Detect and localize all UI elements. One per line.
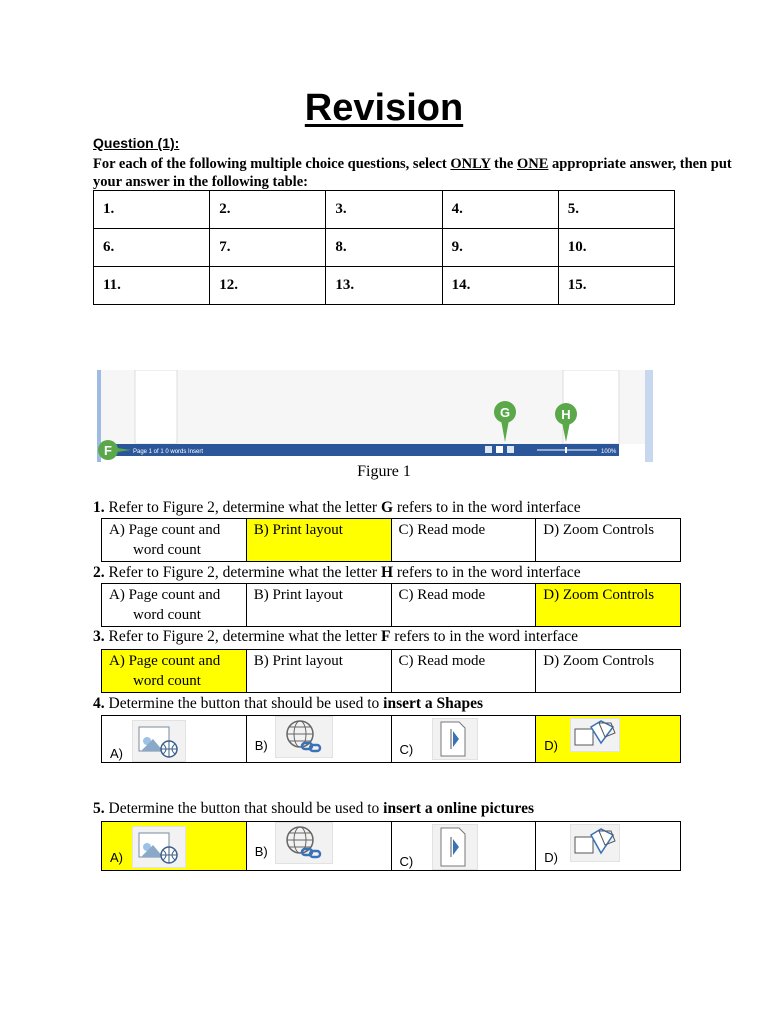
option-label: A) xyxy=(110,746,123,761)
answer-cell[interactable]: 2. xyxy=(210,191,326,229)
online-pictures-icon xyxy=(132,826,186,868)
answer-cell[interactable]: 15. xyxy=(558,267,674,305)
option-c[interactable]: C) Read mode xyxy=(391,519,536,562)
option-d[interactable]: D) Zoom Controls xyxy=(536,650,681,693)
print-layout-icon[interactable] xyxy=(496,446,503,453)
shapes-icon xyxy=(570,718,620,752)
answer-cell[interactable]: 6. xyxy=(94,229,210,267)
right-edge xyxy=(645,370,653,462)
answer-table xyxy=(93,190,675,305)
answer-cell[interactable]: 9. xyxy=(442,229,558,267)
status-bar-text: Page 1 of 1 0 words Insert xyxy=(133,449,204,455)
option-d[interactable]: D) Zoom Controls xyxy=(536,519,681,562)
option-b[interactable] xyxy=(246,716,391,763)
question-5-options xyxy=(101,821,681,871)
read-mode-icon[interactable] xyxy=(485,446,492,453)
question-2-options xyxy=(101,583,681,627)
option-c[interactable] xyxy=(391,822,536,871)
table-row xyxy=(94,267,675,305)
option-d[interactable] xyxy=(536,822,681,871)
answer-cell[interactable]: 3. xyxy=(326,191,442,229)
zoom-thumb[interactable] xyxy=(565,447,567,453)
marker-g-label: G xyxy=(499,405,511,420)
question-1-options xyxy=(101,518,681,562)
option-b[interactable]: B) Print layout xyxy=(246,650,391,693)
question-2: 2. Refer to Figure 2, determine what the letter H refers to in the word interface xyxy=(93,564,581,581)
question-4-options xyxy=(101,715,681,763)
option-label: B) xyxy=(254,844,268,859)
option-c[interactable]: C) Read mode xyxy=(391,584,536,627)
marker-h-label: H xyxy=(561,407,571,422)
answer-cell[interactable]: 7. xyxy=(210,229,326,267)
statusbar-illustration xyxy=(97,370,653,462)
option-a[interactable]: A) Page count and word count xyxy=(102,519,247,562)
hyperlink-icon xyxy=(275,822,333,864)
shapes-icon xyxy=(570,824,620,862)
option-b[interactable]: B) Print layout xyxy=(246,584,391,627)
question-heading: Question (1): xyxy=(93,135,180,151)
figure-caption: Figure 1 xyxy=(357,463,411,480)
option-d[interactable] xyxy=(536,716,681,763)
hyperlink-icon xyxy=(275,716,333,758)
question-1: 1. Refer to Figure 2, determine what the letter G refers to in the word interface xyxy=(93,499,581,516)
option-a[interactable] xyxy=(102,822,247,871)
option-label: C) xyxy=(399,742,414,757)
answer-cell[interactable]: 13. xyxy=(326,267,442,305)
question-3-options xyxy=(101,649,681,693)
option-a[interactable]: A) Page count and word count xyxy=(102,584,247,627)
page-title: Revision xyxy=(304,87,464,129)
option-label: D) xyxy=(544,738,558,753)
option-a[interactable] xyxy=(102,716,247,763)
option-a[interactable]: A) Page count and word count xyxy=(102,650,247,693)
option-label: C) xyxy=(399,854,414,869)
figure-word-statusbar xyxy=(97,370,653,462)
zoom-level: 100% xyxy=(601,449,617,455)
bookmark-icon xyxy=(432,718,478,760)
option-label: B) xyxy=(254,738,268,753)
table-row xyxy=(94,229,675,267)
answer-cell[interactable]: 5. xyxy=(558,191,674,229)
option-d[interactable]: D) Zoom Controls xyxy=(536,584,681,627)
bookmark-icon xyxy=(432,824,478,870)
answer-cell[interactable]: 8. xyxy=(326,229,442,267)
answer-cell[interactable]: 14. xyxy=(442,267,558,305)
option-label: D) xyxy=(544,850,558,865)
option-c[interactable] xyxy=(391,716,536,763)
option-b[interactable]: B) Print layout xyxy=(246,519,391,562)
marker-f-label: F xyxy=(104,443,112,458)
question-3: 3. Refer to Figure 2, determine what the letter F refers to in the word interface xyxy=(93,628,579,645)
option-c[interactable]: C) Read mode xyxy=(391,650,536,693)
online-pictures-icon xyxy=(132,720,186,762)
question-4: 4. Determine the button that should be used to insert a Shapes xyxy=(93,695,484,712)
answer-cell[interactable]: 1. xyxy=(94,191,210,229)
web-layout-icon[interactable] xyxy=(507,446,514,453)
table-row xyxy=(94,191,675,229)
answer-cell[interactable]: 12. xyxy=(210,267,326,305)
instructions: For each of the following multiple choice questions, select ONLY the ONE appropriate answer, then put your answer in the following table: xyxy=(93,156,732,190)
page-left xyxy=(135,370,177,444)
answer-cell[interactable]: 10. xyxy=(558,229,674,267)
question-5: 5. Determine the button that should be used to insert a online pictures xyxy=(93,800,534,817)
answer-cell[interactable]: 11. xyxy=(94,267,210,305)
option-label: A) xyxy=(110,850,123,865)
answer-cell[interactable]: 4. xyxy=(442,191,558,229)
option-b[interactable] xyxy=(246,822,391,871)
